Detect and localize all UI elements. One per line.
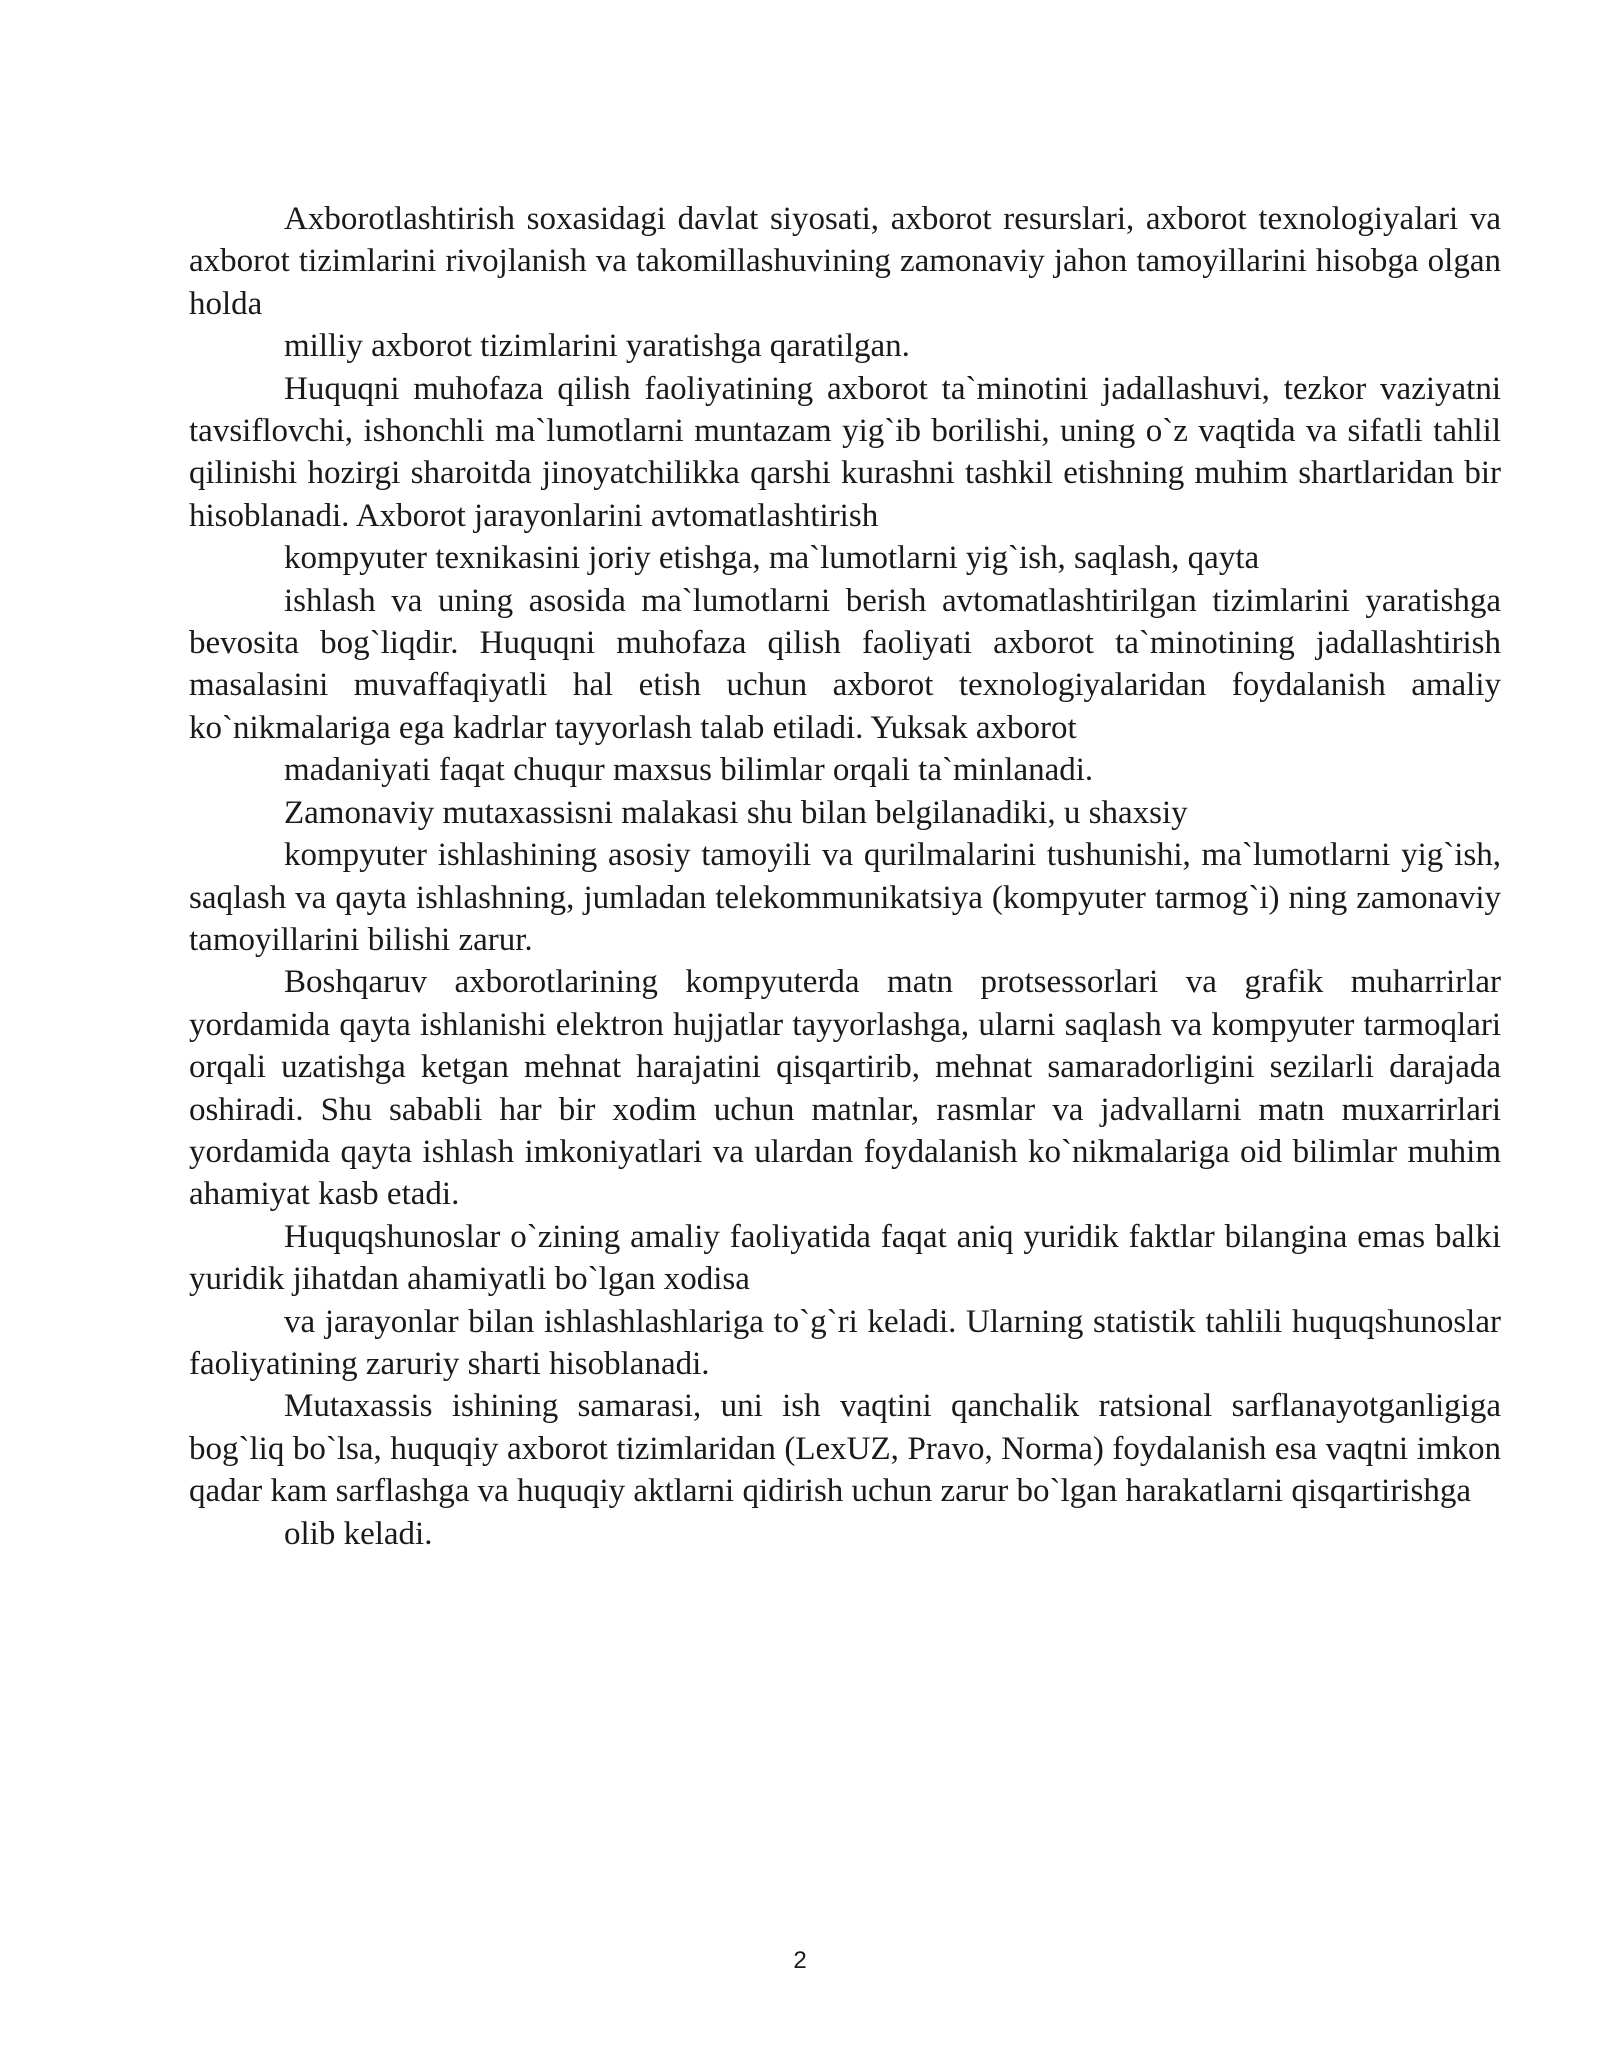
paragraph: va jarayonlar bilan ishlashlashlariga to`g`ri keladi. Ularning statistik tahlili huquqshunoslar faoliyatining zaruriy sharti hisoblanadi. <box>189 1303 1501 1382</box>
paragraph: Boshqaruv axborotlarining kompyuterda matn protsessorlari va grafik muharrirlar yordamida qayta ishlanishi elektron hujjatlar tayyorlashga, ularni saqlash va kompyuter tarmoqlari orqali uzatishga ketgan mehnat harajatini qisqartirib, mehnat samaradorligini sezilarli darajada oshiradi. Shu sababli har bir xodim uchun matnlar, rasmlar va jadvallarni matn muxarrirlari yordamida qayta ishlash imkoniyatlari va ulardan foydalanish ko`nikmalariga oid bilimlar muhim ahamiyat kasb etadi. <box>189 964 1501 1213</box>
paragraph: kompyuter ishlashining asosiy tamoyili va qurilmalarini tushunishi, ma`lumotlarni yig`ish, saqlash va qayta ishlashning, jumladan telekommunikatsiya (kompyuter tarmog`i) ning zamonaviy tamoyillarini bilishi zarur. <box>189 837 1501 958</box>
paragraph: Zamonaviy mutaxassisni malakasi shu bilan belgilanadiki, u shaxsiy <box>284 794 1188 831</box>
paragraph: kompyuter texnikasini joriy etishga, ma`lumotlarni yig`ish, saqlash, qayta <box>284 540 1260 577</box>
document-body <box>189 198 1501 1555</box>
page-number: 2 <box>793 1947 807 1974</box>
paragraph: ishlash va uning asosida ma`lumotlarni berish avtomatlashtirilgan tizimlarini yaratishga bevosita bog`liqdir. Huquqni muhofaza qilish faoliyati axborot ta`minotining jadallashtirish masalasini muvaffaqiyatli hal etish uchun axborot texnologiyalaridan foydalanish amaliy ko`nikmalariga ega kadrlar tayyorlash talab etiladi. Yuksak axborot <box>189 582 1501 746</box>
paragraph: Huquqni muhofaza qilish faoliyatining axborot ta`minotini jadallashuvi, tezkor vaziyatni tavsiflovchi, ishonchli ma`lumotlarni muntazam yig`ib borilishi, uning o`z vaqtida va sifatli tahlil qilinishi hozirgi sharoitda jinoyatchilikka qarshi kurashni tashkil etishning muhim shartlaridan bir hisoblanadi. Axborot jarayonlarini avtomatlashtirish <box>189 370 1501 534</box>
paragraph: madaniyati faqat chuqur maxsus bilimlar orqali ta`minlanadi. <box>284 752 1094 789</box>
paragraph: olib keladi. <box>284 1515 433 1552</box>
paragraph: milliy axborot tizimlarini yaratishga qaratilgan. <box>284 328 910 365</box>
paragraph: Axborotlashtirish soxasidagi davlat siyosati, axborot resurslari, axborot texnologiyalari va axborot tizimlarini rivojlanish va takomillashuvining zamonaviy jahon tamoyillarini hisobga olgan holda <box>189 201 1501 322</box>
paragraph: Mutaxassis ishining samarasi, uni ish vaqtini qanchalik ratsional sarflanayotganligiga bog`liq bo`lsa, huquqiy axborot tizimlaridan (LexUZ, Pravo, Norma) foydalanish esa vaqtni imkon qadar kam sarflashga va huquqiy aktlarni qidirish uchun zarur bo`lgan harakatlarni qisqartirishga <box>189 1388 1501 1510</box>
paragraph: Huquqshunoslar o`zining amaliy faoliyatida faqat aniq yuridik faktlar bilangina emas balki yuridik jihatdan ahamiyatli bo`lgan xodisa <box>189 1218 1501 1298</box>
